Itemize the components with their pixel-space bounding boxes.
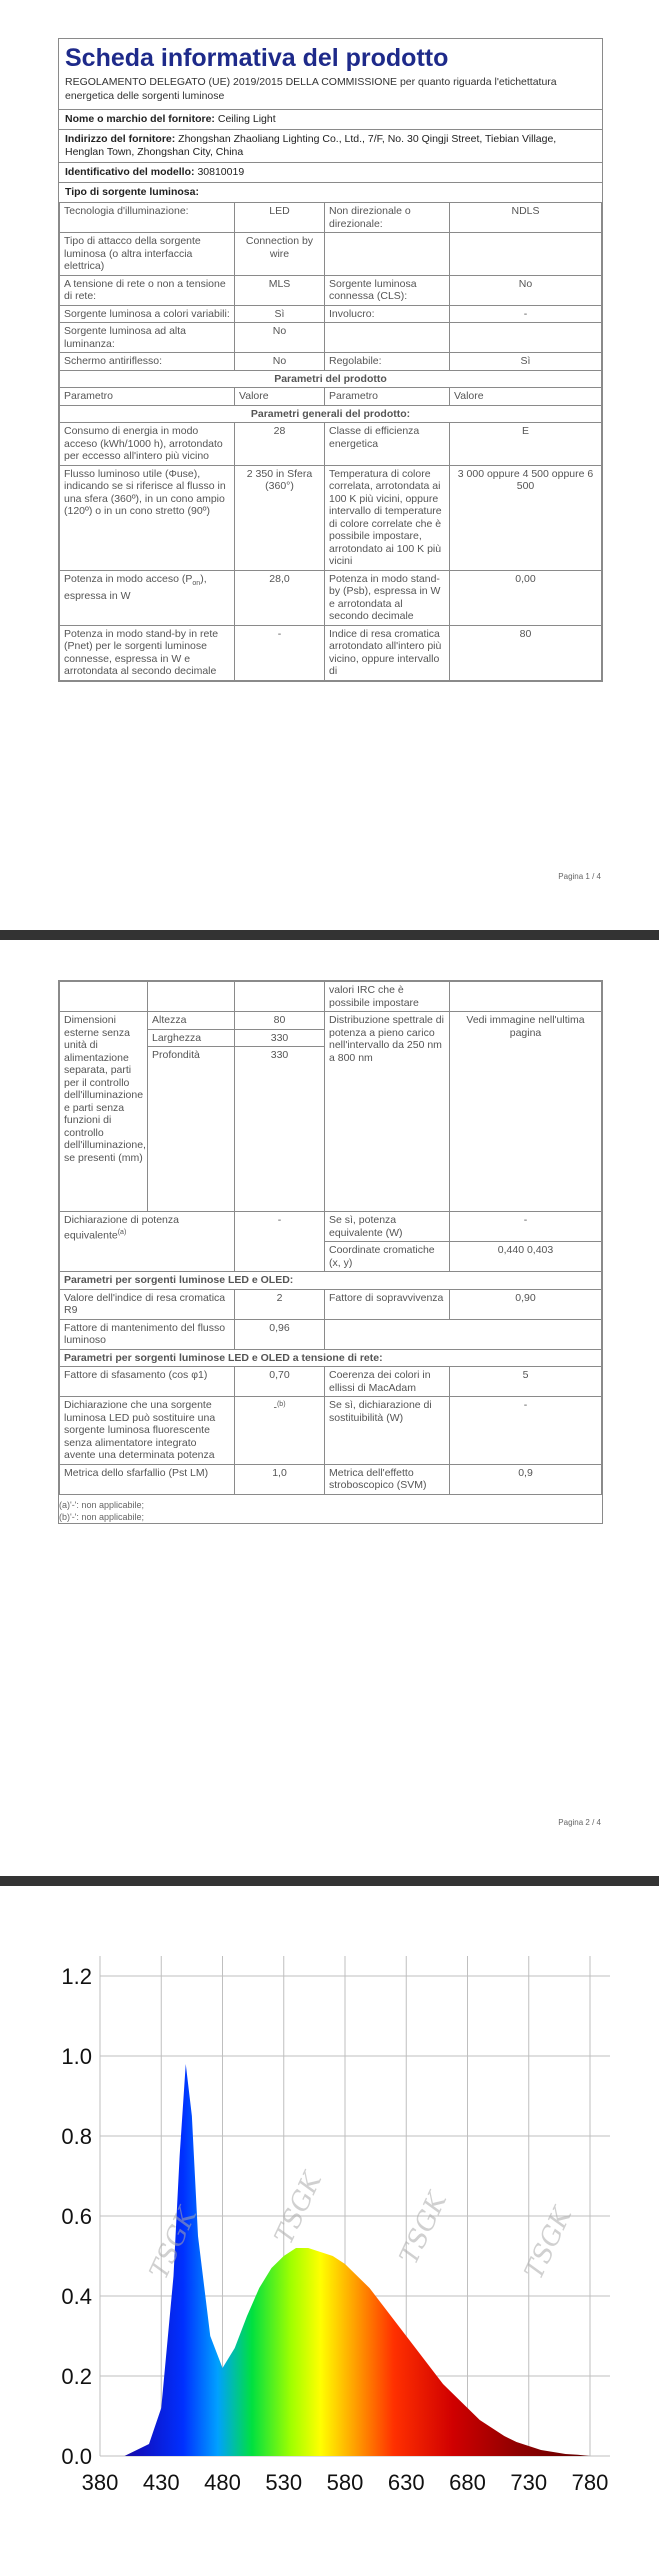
x-tick-label: 630 — [387, 2470, 425, 2495]
displacement-factor-label: Fattore di sfasamento (cos φ1) — [60, 1367, 235, 1397]
header-cell: Valore — [450, 388, 602, 406]
footnote-marker: (a) — [117, 1228, 127, 1236]
cell: Tipo di attacco della sorgente luminosa (o altra interfaccia elettrica) — [60, 233, 235, 276]
y-tick-label: 0.8 — [61, 2124, 92, 2149]
cell: 28 — [235, 423, 325, 466]
chromaticity-label: Coordinate cromatiche (x, y) — [325, 1242, 450, 1272]
cell: Potenza in modo stand-by (Psb), espressa in W e arrotondata al secondo decimale — [325, 570, 450, 625]
cell — [60, 1212, 235, 1272]
x-tick-label: 730 — [510, 2470, 548, 2495]
displacement-factor-value: 0,70 — [235, 1367, 325, 1397]
dimensions-label: Dimensioni esterne senza unità di alimentazione separata, parti per il controllo dell'illuminazione e parti senza funzioni di controllo dell'illuminazione, se presenti (mm) — [60, 1012, 148, 1212]
led-params-header: Parametri per sorgenti luminose LED e OLED: — [60, 1272, 602, 1290]
x-tick-label: 530 — [265, 2470, 303, 2495]
x-tick-label: 430 — [142, 2470, 180, 2495]
table-row — [60, 323, 602, 353]
survival-label: Fattore di sopravvivenza — [325, 1289, 450, 1319]
header-cell: Parametro — [60, 388, 235, 406]
replaceability-value: - — [450, 1397, 602, 1465]
footnotes — [59, 1495, 602, 1523]
table-row — [60, 1349, 602, 1367]
cell — [450, 323, 602, 353]
page-1 — [0, 0, 659, 925]
source-type-row: Tipo di sorgente luminosa: — [59, 182, 602, 202]
table-row — [60, 1319, 602, 1349]
model-label: Identificativo del modello: — [65, 166, 195, 178]
width-value: 330 — [235, 1029, 325, 1047]
cell — [60, 982, 148, 1012]
cell: Flusso luminoso utile (Φuse), indicando se si riferisce al flusso in una sfera (360º), in un cono ampio (120º) o in un cono stretto (90º) — [60, 465, 235, 570]
product-info-sheet — [58, 38, 603, 682]
replacement-declaration-value: - — [273, 1401, 277, 1414]
header-cell: Valore — [235, 388, 325, 406]
depth-value: 330 — [235, 1047, 325, 1212]
table-row — [60, 570, 602, 625]
cell: No — [235, 323, 325, 353]
supplier-label: Nome o marchio del fornitore: — [65, 113, 215, 125]
cell: Connection by wire — [235, 233, 325, 276]
header-cell: Parametro — [325, 388, 450, 406]
y-tick-label: 0.2 — [61, 2364, 92, 2389]
power-on-subscript: on — [192, 579, 201, 587]
maintenance-label: Fattore di mantenimento del flusso luminoso — [60, 1319, 235, 1349]
cell: A tensione di rete o non a tensione di rete: — [60, 275, 235, 305]
chromaticity-value: 0,440 0,403 — [450, 1242, 602, 1272]
cell — [325, 323, 450, 353]
cell: Sì — [450, 353, 602, 371]
watermark-text: TSGK — [519, 2202, 579, 2284]
cell: 0,00 — [450, 570, 602, 625]
macadam-value: 5 — [450, 1367, 602, 1397]
table-row — [60, 233, 602, 276]
supplier-row — [59, 109, 602, 129]
page-3 — [0, 1886, 659, 2560]
equivalent-power-watt-label: Se sì, potenza equivalente (W) — [325, 1212, 450, 1242]
page-number: Pagina 2 / 4 — [558, 1818, 601, 1827]
watermarks — [144, 2167, 579, 2284]
x-tick-label: 580 — [326, 2470, 364, 2495]
x-tick-label: 480 — [204, 2470, 241, 2495]
footnote-b: (b)'-': non applicabile; — [59, 1511, 144, 1522]
cell: E — [450, 423, 602, 466]
table-row — [60, 1367, 602, 1397]
survival-value: 0,90 — [450, 1289, 602, 1319]
cell: Indice di resa cromatica arrotondato all'intero più vicino, oppure intervallo di — [325, 625, 450, 680]
cell — [325, 233, 450, 276]
address-value: Zhongshan Zhaoliang Lighting Co., Ltd., 7/F, No. 30 Qingji Street, Tiebian Village, Henglan Town, Zhongshan City, China — [65, 133, 557, 158]
cell — [235, 982, 325, 1012]
page-number: Pagina 1 / 4 — [558, 872, 601, 881]
page-title: Scheda informativa del prodotto — [65, 44, 449, 72]
params-table-1 — [59, 202, 602, 681]
cell — [450, 233, 602, 276]
spectral-distribution-chart — [0, 1886, 659, 2560]
table-row — [60, 353, 602, 371]
mains-params-header: Parametri per sorgenti luminose LED e OLED a tensione di rete: — [60, 1349, 602, 1367]
cell: Sì — [235, 305, 325, 323]
cell: 80 — [450, 625, 602, 680]
cell: Consumo di energia in modo acceso (kWh/1000 h), arrotondato per eccesso all'intero più vicino — [60, 423, 235, 466]
height-value: 80 — [235, 1012, 325, 1030]
replacement-declaration-label: Dichiarazione che una sorgente luminosa LED può sostituire una sorgente luminosa fluorescente senza alimentatore integrato avente una determinata potenza — [60, 1397, 235, 1465]
table-row — [60, 405, 602, 423]
address-row — [59, 129, 602, 162]
cell — [325, 1319, 602, 1349]
cell: No — [450, 275, 602, 305]
replaceability-label: Se sì, dichiarazione di sostituibilità (W) — [325, 1397, 450, 1465]
x-tick-label: 780 — [571, 2470, 609, 2495]
cell: Classe di efficienza energetica — [325, 423, 450, 466]
cell — [148, 982, 235, 1012]
watermark-text: TSGK — [394, 2187, 454, 2269]
table-row — [60, 203, 602, 233]
cell: Regolabile: — [325, 353, 450, 371]
page-separator — [0, 1876, 659, 1886]
table-row — [60, 1464, 602, 1494]
spectral-distribution-value: Vedi immagine nell'ultima pagina — [450, 1012, 602, 1212]
cell: - — [235, 625, 325, 680]
supplier-value: Ceiling Light — [217, 113, 276, 125]
cell: 2 350 in Sfera (360°) — [235, 465, 325, 570]
table-row — [60, 1272, 602, 1290]
y-tick-label: 0.0 — [61, 2444, 92, 2469]
spectral-distribution-label: Distribuzione spettrale di potenza a pieno carico nell'intervallo da 250 nm a 800 nm — [325, 1012, 450, 1212]
model-row — [59, 162, 602, 182]
footnote-marker: (b) — [276, 1401, 286, 1408]
page-separator — [0, 930, 659, 940]
cell — [60, 570, 235, 625]
params-table-2 — [59, 981, 602, 1495]
footnote-a: (a)'-': non applicabile; — [59, 1499, 144, 1510]
cell: valori IRC che è possibile impostare — [325, 982, 450, 1012]
cell: No — [235, 353, 325, 371]
width-label: Larghezza — [148, 1029, 235, 1047]
cell: 28,0 — [235, 570, 325, 625]
table-row — [60, 1397, 602, 1465]
power-on-label-c: ), espressa in W — [64, 572, 207, 603]
flicker-value: 1,0 — [235, 1464, 325, 1494]
product-info-sheet-continued — [58, 980, 603, 1524]
flicker-label: Metrica dello sfarfallio (Pst LM) — [60, 1464, 235, 1494]
cell: 3 000 oppure 4 500 oppure 6 500 — [450, 465, 602, 570]
macadam-label: Coerenza dei colori in ellissi di MacAdam — [325, 1367, 450, 1397]
x-tick-label: 380 — [81, 2470, 119, 2495]
table-row — [60, 1012, 602, 1030]
power-on-label-a: Potenza in modo acceso (P — [64, 572, 193, 585]
cell: MLS — [235, 275, 325, 305]
depth-label: Profondità — [148, 1047, 235, 1212]
r9-value: 2 — [235, 1289, 325, 1319]
cell — [235, 1397, 325, 1465]
table-row — [60, 275, 602, 305]
table-row — [60, 370, 602, 388]
cell — [450, 982, 602, 1012]
cell: Sorgente luminosa connessa (CLS): — [325, 275, 450, 305]
cell: LED — [235, 203, 325, 233]
table-row — [60, 465, 602, 570]
height-label: Altezza — [148, 1012, 235, 1030]
model-value: 30810019 — [197, 166, 245, 178]
table-row — [60, 388, 602, 406]
table-row — [60, 1289, 602, 1319]
table-row — [60, 1212, 602, 1242]
cell: Sorgente luminosa ad alta luminanza: — [60, 323, 235, 353]
cell: Tecnologia d'illuminazione: — [60, 203, 235, 233]
equivalent-power-label: Dichiarazione di potenza equivalente — [64, 1214, 179, 1241]
address-label: Indirizzo del fornitore: — [65, 133, 176, 145]
cell: Non direzionale o direzionale: — [325, 203, 450, 233]
watermark-text: TSGK — [144, 2202, 204, 2284]
y-tick-label: 1.2 — [61, 1964, 92, 1989]
y-tick-label: 1.0 — [61, 2044, 92, 2069]
table-row — [60, 625, 602, 680]
cell: Potenza in modo stand-by in rete (Pnet) per le sorgenti luminose connesse, espressa in W e arrotondata al secondo decimale — [60, 625, 235, 680]
cell: Sorgente luminosa a colori variabili: — [60, 305, 235, 323]
equivalent-power-watt-value: - — [450, 1212, 602, 1242]
maintenance-value: 0,96 — [235, 1319, 325, 1349]
cell: NDLS — [450, 203, 602, 233]
cell: Involucro: — [325, 305, 450, 323]
equivalent-power-value: - — [235, 1212, 325, 1272]
y-tick-label: 0.6 — [61, 2204, 92, 2229]
table-row — [60, 305, 602, 323]
page-2 — [0, 940, 659, 1880]
regulation-subtitle: REGOLAMENTO DELEGATO (UE) 2019/2015 DELLA COMMISSIONE per quanto riguarda l'etichettatura energetica delle sorgenti luminose — [65, 76, 557, 102]
table-row — [60, 423, 602, 466]
y-tick-label: 0.4 — [61, 2284, 92, 2309]
cell: Temperatura di colore correlata, arrotondata ai 100 K più vicini, oppure intervallo di temperature di colore correlate che è possibile impostare, arrotondato ai 100 K più vicini — [325, 465, 450, 570]
r9-label: Valore dell'indice di resa cromatica R9 — [60, 1289, 235, 1319]
cell: Schermo antiriflesso: — [60, 353, 235, 371]
table-row — [60, 982, 602, 1012]
cell: - — [450, 305, 602, 323]
params-general-header: Parametri generali del prodotto: — [60, 405, 602, 423]
params-product-header: Parametri del prodotto — [60, 370, 602, 388]
stroboscopic-label: Metrica dell'effetto stroboscopico (SVM) — [325, 1464, 450, 1494]
x-tick-label: 680 — [449, 2470, 486, 2495]
watermark-text: TSGK — [269, 2167, 329, 2249]
stroboscopic-value: 0,9 — [450, 1464, 602, 1494]
